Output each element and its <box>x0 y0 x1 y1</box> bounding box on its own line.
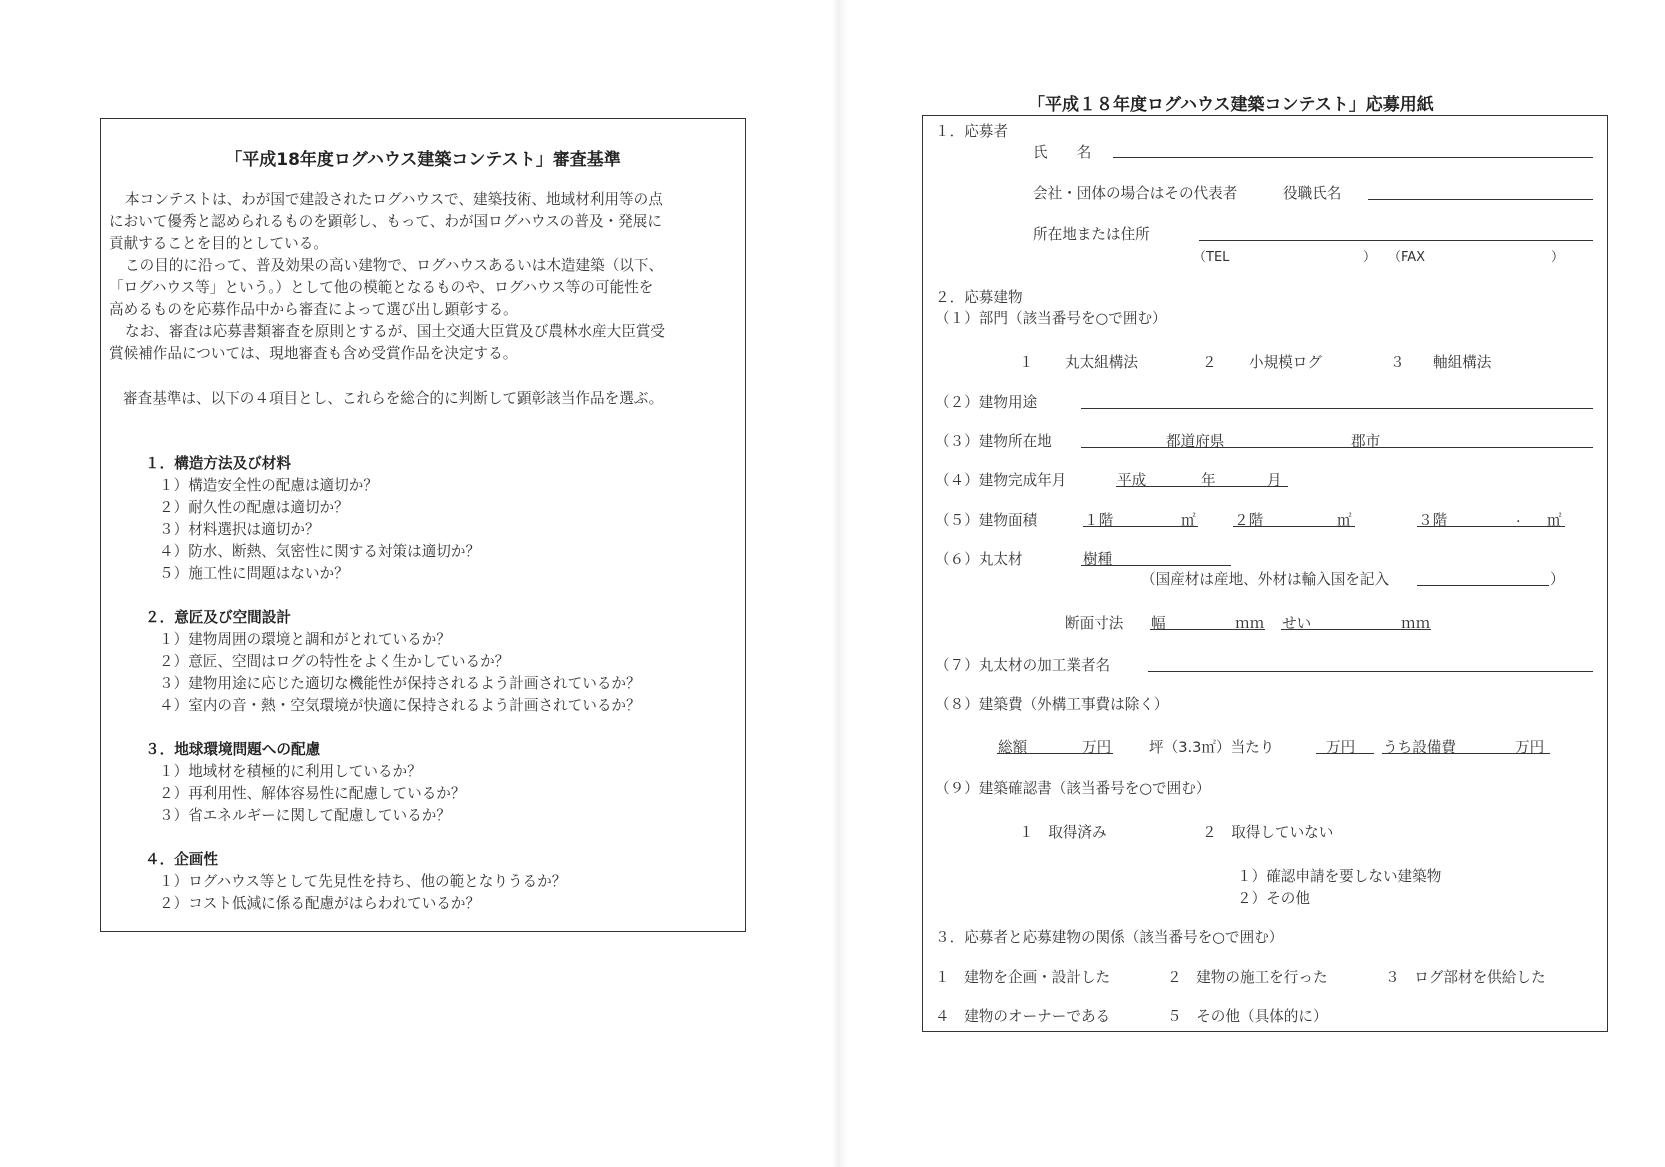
section-item: １）地域材を積極的に利用しているか？ <box>159 763 422 780</box>
cost-total: 総額 <box>998 739 1028 756</box>
cross-section-label: 断面寸法 <box>1065 615 1124 632</box>
cost-unit: 万円 <box>1326 739 1356 756</box>
dept-option-log[interactable]: 丸太組構法 <box>1065 354 1138 371</box>
date-year: 年 <box>1201 472 1216 489</box>
section-item: ２）再利用性、解体容易性に配慮しているか？ <box>159 785 466 802</box>
mm-unit: ｍｍ <box>1235 615 1265 632</box>
location-prefecture: 都道府県 <box>1166 433 1225 450</box>
section-heading: ３．地球環境問題への配慮 <box>145 741 321 758</box>
confirmation-other[interactable]: ２）その他 <box>1237 890 1310 907</box>
log-origin-note: （国産材は産地、外材は輸入国を記入 <box>1141 571 1390 588</box>
area-unit: ㎡ <box>1181 512 1196 529</box>
application-form <box>922 115 1608 1032</box>
address-field[interactable] <box>1199 240 1593 241</box>
representative-title-label: 役職氏名 <box>1283 185 1342 202</box>
address-label: 所在地または住所 <box>1033 226 1150 243</box>
intro-line: 本コンテストは、わが国で建設されたログハウスで、建築技術、地域材利用等の点 <box>125 191 663 208</box>
fax-label: （FAX <box>1388 250 1426 265</box>
relationship-option[interactable]: ２ 建物の施工を行った <box>1167 969 1328 986</box>
completion-date-label: （４）建物完成年月 <box>935 472 1067 489</box>
date-month: 月 <box>1267 472 1282 489</box>
confirmation-obtained[interactable]: １ 取得済み <box>1019 824 1107 841</box>
section-item: ３）省エネルギーに関して配慮しているか？ <box>159 807 451 824</box>
area-unit: ㎡ <box>1337 512 1352 529</box>
intro-line: 高めるものを応募作品中から審査によって選び出し顕彰する。 <box>109 301 518 318</box>
location-label: （３）建物所在地 <box>935 433 1052 450</box>
dept-option-small-log[interactable]: 小規模ログ <box>1249 354 1322 371</box>
log-origin-field[interactable] <box>1417 585 1549 586</box>
location-field[interactable] <box>1081 447 1593 448</box>
section-item: ３）材料選択は適切か？ <box>159 521 320 538</box>
floor3-label: ３階 <box>1418 512 1448 529</box>
tel-label: （TEL <box>1193 250 1230 265</box>
section-heading: ２．意匠及び空間設計 <box>145 609 291 626</box>
section-item: ２）耐久性の配慮は適切か？ <box>159 499 349 516</box>
construction-cost-label: （８）建築費（外構工事費は除く） <box>935 696 1169 713</box>
page-fold <box>832 0 848 1167</box>
form-title: 「平成１８年度ログハウス建築コンテスト」応募用紙 <box>1028 95 1434 115</box>
criteria-title: 「平成18年度ログハウス建築コンテスト」審査基準 <box>225 150 621 170</box>
dept-number[interactable]: １ <box>1019 354 1034 371</box>
intro-line: 賞候補作品については、現地審査も含め受賞作品を決定する。 <box>109 345 518 362</box>
confirmation-not-obtained[interactable]: ２ 取得していない <box>1202 824 1334 841</box>
section-height: せい <box>1282 615 1312 632</box>
relationship-option[interactable]: ４ 建物のオーナーである <box>935 1008 1111 1025</box>
building-use-label: （２）建物用途 <box>935 394 1038 411</box>
section-item: ２）コスト低減に係る配慮がはらわれているか？ <box>159 895 481 912</box>
relationship-option[interactable]: １ 建物を企画・設計した <box>935 969 1111 986</box>
fax-close: ） <box>1551 250 1565 265</box>
intro-line: 「ログハウス等」という。）として他の模範となるものや、ログハウス等の可能性を <box>109 279 654 296</box>
section-item: １）ログハウス等として先見性を持ち、他の範となりうるか？ <box>159 873 567 890</box>
location-city: 郡市 <box>1351 433 1381 450</box>
dept-option-frame[interactable]: 軸組構法 <box>1433 354 1492 371</box>
name-field[interactable] <box>1113 157 1593 158</box>
section-item: ４）防水、断熱、気密性に関する対策は適切か？ <box>159 543 481 560</box>
section-item: １）構造安全性の配慮は適切か？ <box>159 477 378 494</box>
relationship-heading: ３．応募者と応募建物の関係（該当番号を○で囲む） <box>935 929 1284 946</box>
intro-line: 貢献することを目的としている。 <box>109 235 328 252</box>
cost-equipment: うち設備費 <box>1383 739 1456 756</box>
processor-field[interactable] <box>1148 671 1593 672</box>
cost-unit: 万円 <box>1082 739 1112 756</box>
section-heading: １．構造方法及び材料 <box>145 455 291 472</box>
building-use-field[interactable] <box>1081 408 1593 409</box>
area-unit: ㎡ <box>1547 512 1562 529</box>
log-species: 樹種 <box>1083 551 1113 568</box>
section-item: １）建物周囲の環境と調和がとれているか？ <box>159 631 451 648</box>
representative-label: 会社・団体の場合はその代表者 <box>1033 185 1238 202</box>
applicant-heading: １．応募者 <box>935 123 1008 140</box>
section-item: ３）建物用途に応じた適切な機能性が保持されるよう計画されているか？ <box>159 675 641 692</box>
cost-per-tsubo: 坪（3.3㎡）当たり <box>1149 739 1275 756</box>
criteria-intro <box>109 189 737 365</box>
building-heading: ２．応募建物 <box>935 289 1023 306</box>
criteria-box <box>100 118 746 932</box>
dept-number[interactable]: ３ <box>1390 354 1405 371</box>
section-item: ２）意匠、空間はログの特性をよく生かしているか？ <box>159 653 510 670</box>
criteria-note: 審査基準は、以下の４項目とし、これらを総合的に判断して顕彰該当作品を選ぶ。 <box>123 390 664 407</box>
intro-line: この目的に沿って、普及効果の高い建物で、ログハウスあるいは木造建築（以下、 <box>125 257 664 274</box>
building-confirmation-label: （９）建築確認書（該当番号を○で囲む） <box>935 780 1211 797</box>
department-label: （１）部門（該当番号を○で囲む） <box>935 310 1167 327</box>
log-origin-close: ） <box>1550 571 1565 588</box>
date-era: 平成 <box>1117 472 1147 489</box>
log-material-label: （６）丸太材 <box>935 551 1023 568</box>
section-item: ５）施工性に問題はないか？ <box>159 565 349 582</box>
floor-area-label: （５）建物面積 <box>935 512 1038 529</box>
floor1-label: １階 <box>1084 512 1114 529</box>
section-item: ４）室内の音・熱・空気環境が快適に保持されるよう計画されているか？ <box>159 697 641 714</box>
cost-unit: 万円 <box>1515 739 1545 756</box>
representative-field[interactable] <box>1368 199 1593 200</box>
floor2-label: ２階 <box>1234 512 1264 529</box>
tel-close: ） <box>1363 250 1377 265</box>
processor-label: （７）丸太材の加工業者名 <box>935 657 1111 674</box>
name-label: 氏 名 <box>1033 144 1092 161</box>
intro-line: において優秀と認められるものを顕彰し、もって、わが国ログハウスの普及・発展に <box>109 213 662 230</box>
relationship-option[interactable]: ５ その他（具体的に） <box>1167 1008 1328 1025</box>
mm-unit: ｍｍ <box>1401 615 1431 632</box>
intro-line: なお、審査は応募書類審査を原則とするが、国土交通大臣賞及び農林水産大臣賞受 <box>125 323 665 340</box>
area-decimal: . <box>1516 509 1521 526</box>
relationship-option[interactable]: ３ ログ部材を供給した <box>1385 969 1546 986</box>
dept-number[interactable]: ２ <box>1202 354 1217 371</box>
section-width: 幅 <box>1151 615 1166 632</box>
section-heading: ４．企画性 <box>145 851 218 868</box>
confirmation-not-required[interactable]: １）確認申請を要しない建築物 <box>1237 868 1442 885</box>
